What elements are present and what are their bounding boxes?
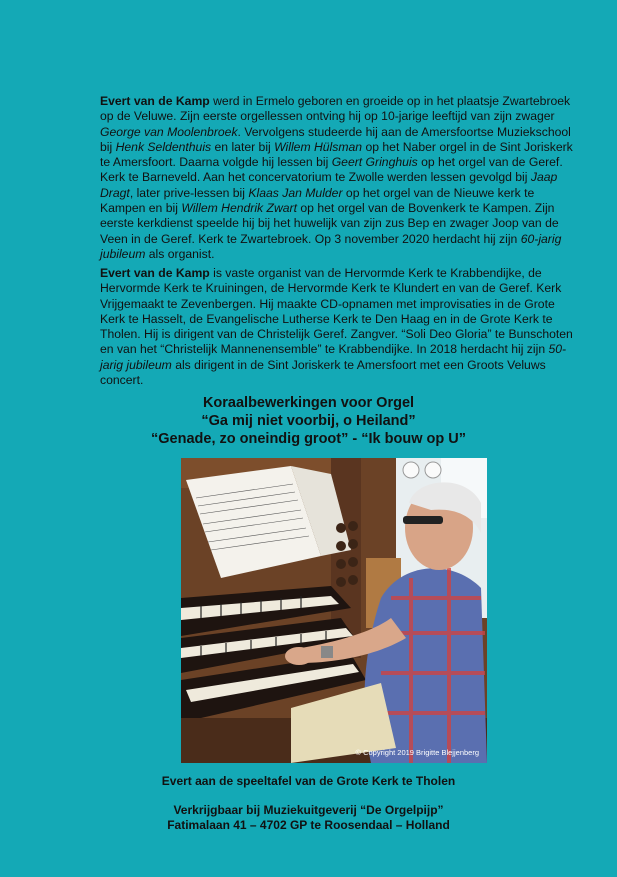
italic-name: Willem Hülsman (274, 139, 363, 154)
photo-copyright: © Copyright 2019 Brigitte Blejjenberg (355, 748, 479, 757)
publisher-info (0, 803, 617, 833)
title-line-2: “Ga mij niet voorbij, o Heiland” (201, 413, 416, 429)
italic-name: Klaas Jan Mulder (248, 185, 343, 200)
biography-paragraph-1 (100, 94, 578, 262)
title-line-1: Koraalbewerkingen voor Orgel (202, 395, 415, 411)
bold-name: Evert van de Kamp (100, 94, 210, 108)
italic-name: 50-jarig jubileum (100, 342, 567, 372)
biography-paragraph-2 (100, 266, 578, 388)
text-run: is vaste organist van de Hervormde Kerk te Krabbendijke, de Hervormde Kerk te Kruiningen, de Hervormde Kerk te Klundert en van de Geref. Kerk Vrijgemaakt te Zevenbergen. Hij maakte CD-opnamen met improvisaties in de Grote Kerk te Hasselt, de Evangelische Lutherse Kerk te Den Haag en in de Grote Kerk te Tholen. Hij is dirigent van de Christelijk Geref. Zangver. “Soli Deo Gloria” te Bunschoten en van het “Christelijk Mannenensemble” te Krabbendijke. In 2018 herdacht hij zijn (100, 266, 573, 357)
italic-name: 60-jarig jubileum (100, 231, 562, 261)
italic-name: George van Moolenbroek (100, 124, 238, 139)
text-run: als organist. (145, 246, 215, 261)
bold-name: Evert van de Kamp (100, 266, 210, 280)
address-line: Fatimalaan 41 – 4702 GP te Roosendaal – Holland (167, 818, 450, 832)
text-run: werd in Ermelo geboren en groeide op in het plaatsje Zwartebroek op de Veluwe. Zijn eerste orgellessen ontving hij op 10-jarige leeftijd van zijn zwager (100, 94, 571, 124)
text-run: , later prive-lessen bij (129, 185, 249, 200)
title-line-3: “Genade, zo oneindig groot” - “Ik bouw op U” (151, 431, 466, 447)
text-run: als dirigent in de Sint Joriskerk te Amersfoort met een Groots Veluws concert. (100, 357, 546, 388)
photo-caption: Evert aan de speeltafel van de Grote Kerk te Tholen (161, 774, 456, 788)
text-run: op het orgel van de Geref. Kerk te Barneveld. Aan het concervatorium te Zwolle werden lessen gevolgd bij (100, 155, 563, 185)
organ-console-illustration (181, 458, 487, 763)
organist-photo (181, 458, 487, 763)
italic-name: Willem Hendrik Zwart (181, 201, 297, 216)
text-run: op het orgel van de Bovenkerk te Kampen. Zijn eerste kerkdienst speelde hij bij het huwelijk van zijn zus Bep en zwager Joop van de Veen in de Geref. Kerk te Zwartebroek. Op 3 november 2020 herdacht hij zijn (100, 201, 559, 246)
text-run: op het orgel van de Nieuwe kerk te Kampen en bij (100, 185, 535, 216)
album-titles (0, 394, 617, 448)
text-run: op het Naber orgel in de Sint Joriskerk te Amersfoort. Daarna volgde hij lessen bij (100, 139, 573, 170)
italic-name: Henk Seldenthuis (115, 139, 212, 154)
publisher-line: Verkrijgbaar bij Muziekuitgeverij “De Orgelpijp” (173, 803, 444, 817)
text-run: . Vervolgens studeerde hij aan de Amersfoortse Muziekschool bij (100, 124, 571, 154)
italic-name: Geert Gringhuis (331, 155, 418, 170)
italic-name: Jaap Dragt (100, 170, 558, 200)
text-run: en later bij (211, 139, 275, 154)
